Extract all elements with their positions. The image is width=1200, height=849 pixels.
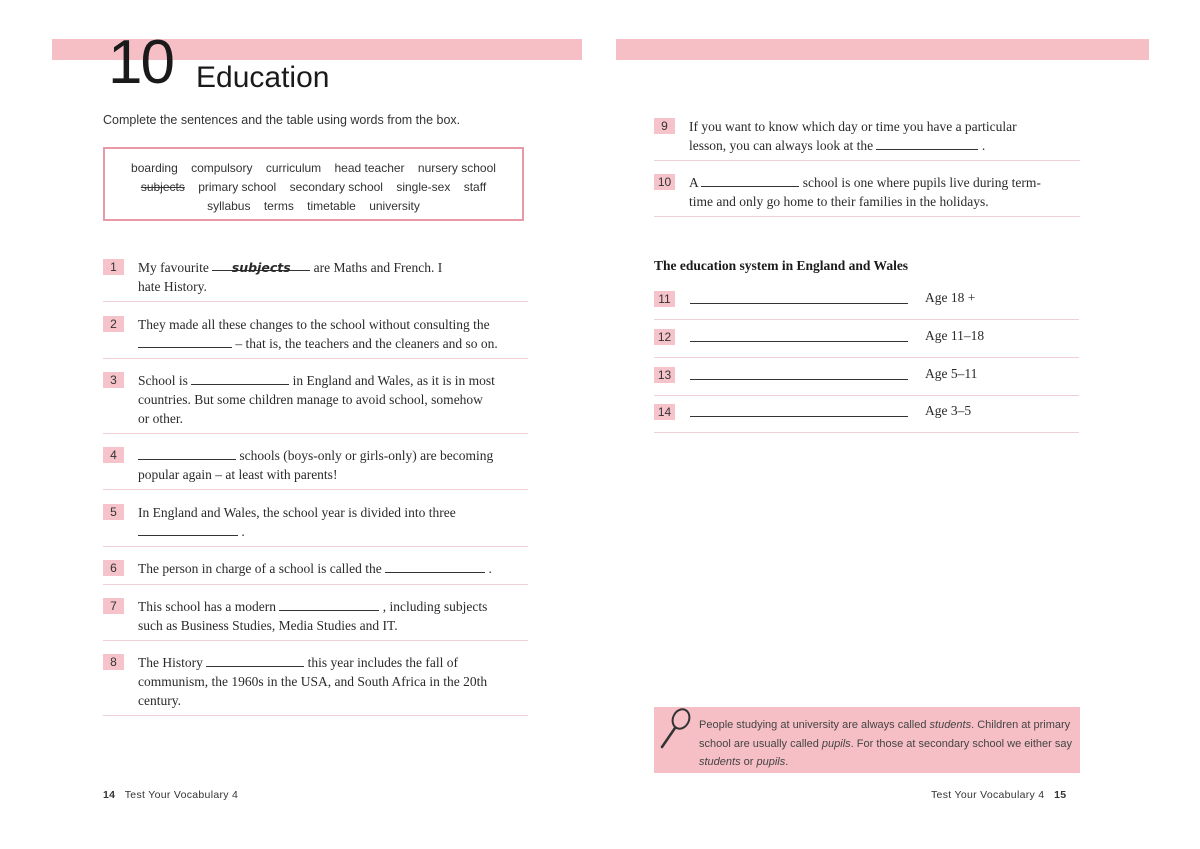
answer-blank[interactable] bbox=[690, 379, 908, 380]
table-row bbox=[654, 367, 1079, 397]
footer-right bbox=[931, 789, 1066, 801]
question-number: 4 bbox=[103, 447, 124, 463]
question-1: 1 My favourite subjects are Maths and French. I hate History. bbox=[103, 259, 528, 303]
page-number: 14 bbox=[103, 789, 116, 801]
answer-blank[interactable] bbox=[690, 303, 908, 304]
tip-text: People studying at university are always called students. Children at primary school are usually called pupils. For those at secondary school we either say students or pupils. bbox=[699, 719, 1072, 768]
word: university bbox=[369, 199, 420, 213]
question-4: 4 schools (boys-only or girls-only) are becoming popular again – at least with parents! bbox=[103, 447, 528, 491]
word: single-sex bbox=[396, 180, 451, 194]
row-number: 13 bbox=[654, 367, 675, 383]
chapter-title: Education bbox=[196, 61, 330, 94]
divider bbox=[103, 489, 528, 490]
word: boarding bbox=[131, 161, 178, 175]
word: head teacher bbox=[334, 161, 405, 175]
divider bbox=[103, 358, 528, 359]
word: secondary school bbox=[289, 180, 383, 194]
divider bbox=[103, 433, 528, 434]
row-number: 11 bbox=[654, 291, 675, 307]
instructions: Complete the sentences and the table using words from the box. bbox=[103, 113, 461, 127]
answer-blank[interactable] bbox=[385, 560, 485, 573]
question-number: 10 bbox=[654, 174, 675, 190]
word-box-row-3 bbox=[105, 197, 522, 216]
answer-blank[interactable] bbox=[138, 447, 236, 460]
divider bbox=[103, 301, 528, 302]
question-number: 7 bbox=[103, 598, 124, 614]
word: staff bbox=[463, 180, 487, 194]
age-label: Age 3–5 bbox=[925, 403, 972, 418]
question-number: 8 bbox=[103, 654, 124, 670]
question-number: 6 bbox=[103, 560, 124, 576]
answer-blank[interactable] bbox=[138, 523, 238, 536]
answer-blank[interactable] bbox=[191, 372, 289, 385]
divider bbox=[654, 357, 1079, 358]
question-6: 6 The person in charge of a school is called the . bbox=[103, 560, 528, 586]
book-title: Test Your Vocabulary 4 bbox=[931, 789, 1045, 801]
word-box-row-1 bbox=[105, 159, 522, 178]
divider bbox=[654, 319, 1079, 320]
tip-box bbox=[654, 707, 1080, 773]
divider bbox=[103, 640, 528, 641]
word: terms bbox=[263, 199, 294, 213]
age-label: Age 18 + bbox=[925, 290, 976, 305]
question-7: 7 This school has a modern , including subjects such as Business Studies, Media Studies and IT. bbox=[103, 598, 528, 642]
answer-blank[interactable] bbox=[279, 598, 379, 611]
question-8: 8 The History this year includes the fall of communism, the 1960s in the USA, and South Africa in the 20th century. bbox=[103, 654, 528, 716]
answer-blank[interactable] bbox=[138, 335, 232, 348]
question-2: 2 They made all these changes to the school without consulting the – that is, the teachers and the cleaners and so on. bbox=[103, 316, 528, 360]
word: nursery school bbox=[417, 161, 496, 175]
question-5: 5 In England and Wales, the school year is divided into three . bbox=[103, 504, 528, 548]
footer-left bbox=[103, 789, 238, 801]
table-title: The education system in England and Wales bbox=[654, 258, 909, 273]
question-number: 5 bbox=[103, 504, 124, 520]
row-number: 14 bbox=[654, 404, 675, 420]
answer-blank[interactable] bbox=[876, 137, 978, 150]
divider bbox=[654, 216, 1080, 217]
answer-blank[interactable] bbox=[206, 654, 304, 667]
divider bbox=[103, 546, 528, 547]
table-row bbox=[654, 404, 1079, 434]
word-crossed-out: subjects bbox=[140, 180, 185, 194]
header-band-right bbox=[616, 39, 1149, 60]
table-row bbox=[654, 291, 1079, 321]
word-box bbox=[103, 147, 524, 221]
answer-blank[interactable] bbox=[690, 416, 908, 417]
magnifying-glass-icon bbox=[656, 707, 696, 751]
word: primary school bbox=[198, 180, 277, 194]
question-3: 3 School is in England and Wales, as it is in most countries. But some children manage to avoid school, somehow or other. bbox=[103, 372, 528, 434]
divider bbox=[654, 432, 1079, 433]
question-number: 1 bbox=[103, 259, 124, 275]
question-number: 3 bbox=[103, 372, 124, 388]
divider bbox=[654, 395, 1079, 396]
word: compulsory bbox=[191, 161, 253, 175]
question-10: 10 A school is one where pupils live during term- time and only go home to their families in the holidays. bbox=[654, 174, 1080, 218]
word: syllabus bbox=[207, 199, 251, 213]
book-title: Test Your Vocabulary 4 bbox=[124, 789, 239, 801]
divider bbox=[654, 160, 1080, 161]
question-number: 2 bbox=[103, 316, 124, 332]
row-number: 12 bbox=[654, 329, 675, 345]
answer-blank[interactable] bbox=[690, 341, 908, 342]
page-number: 15 bbox=[1054, 789, 1067, 801]
word: curriculum bbox=[265, 161, 322, 175]
table-row bbox=[654, 329, 1079, 359]
answer-blank[interactable] bbox=[701, 174, 799, 187]
chapter-number: 10 bbox=[108, 28, 173, 97]
divider bbox=[103, 715, 528, 716]
age-label: Age 11–18 bbox=[925, 328, 985, 343]
divider bbox=[103, 584, 528, 585]
word: timetable bbox=[307, 199, 356, 213]
question-9: 9 If you want to know which day or time you have a particular lesson, you can always look at the . bbox=[654, 118, 1080, 162]
question-number: 9 bbox=[654, 118, 675, 134]
word-box-row-2 bbox=[105, 178, 522, 197]
age-label: Age 5–11 bbox=[925, 366, 978, 381]
answer-blank-filled[interactable]: subjects bbox=[212, 258, 310, 271]
